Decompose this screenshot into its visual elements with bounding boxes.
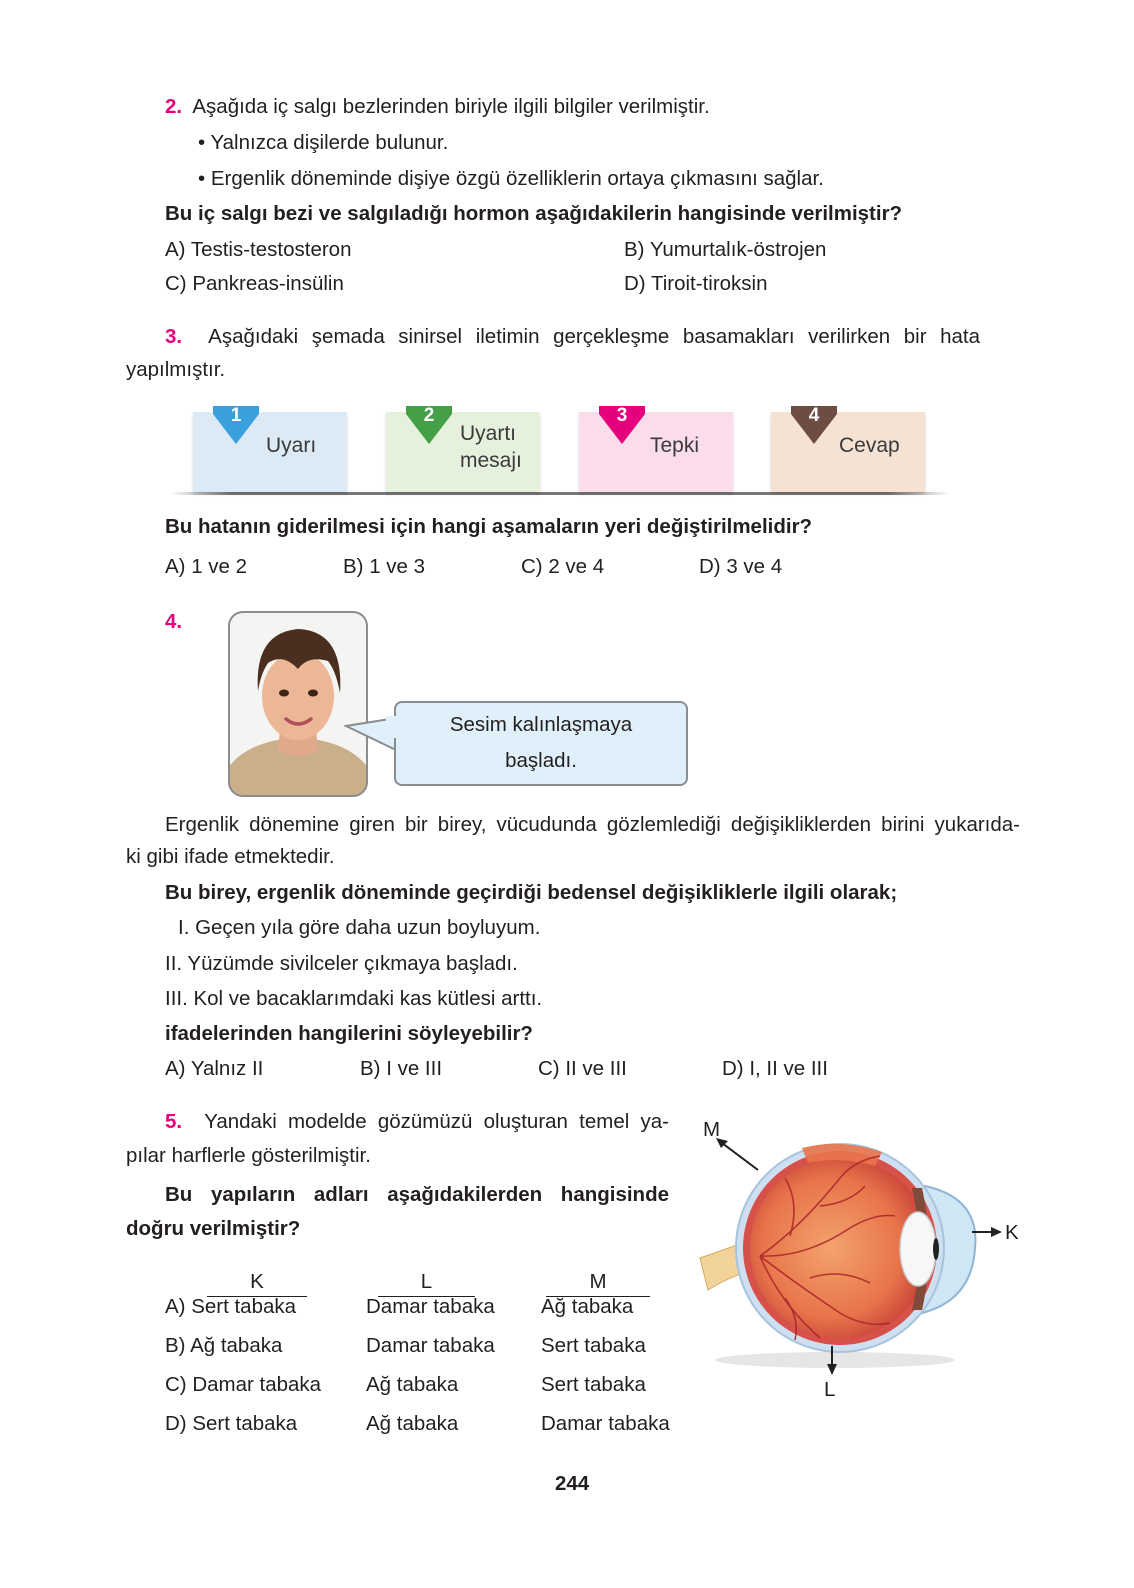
q2-number: 2.	[165, 95, 183, 118]
q5-row-c-l: Ağ tabaka	[366, 1373, 459, 1396]
q3-option-c[interactable]: C) 2 ve 4	[521, 555, 605, 578]
table-header-m: M	[546, 1270, 650, 1297]
q4-option-c[interactable]: C) II ve III	[538, 1057, 627, 1080]
step-2-label-line2: mesajı	[460, 449, 522, 472]
q4-option-d[interactable]: D) I, II ve III	[722, 1057, 828, 1080]
q5-row-b-l: Damar tabaka	[366, 1334, 495, 1357]
q4-statement-1: I. Geçen yıla göre daha uzun boyluyum.	[178, 916, 541, 939]
q5-stem-line1	[165, 1110, 669, 1134]
q2-stem-text: Aşağıda iç salgı bezlerinden biriyle ilgili bilgiler verilmiştir.	[192, 95, 710, 118]
table-header-l: L	[378, 1270, 475, 1297]
q3-option-a[interactable]: A) 1 ve 2	[165, 555, 248, 578]
q5-row-a-l: Damar tabaka	[366, 1295, 495, 1318]
step-2-label-line1: Uyartı	[460, 422, 517, 445]
bubble-line-2: başladı.	[505, 749, 577, 772]
step-box-3	[579, 405, 733, 492]
page-number: 244	[555, 1472, 590, 1495]
eye-diagram	[690, 1108, 1030, 1408]
q5-number: 5.	[165, 1110, 183, 1133]
step-4-label: Cevap	[839, 434, 900, 457]
q4-para-line2: ki gibi ifade etmektedir.	[126, 845, 335, 868]
eye-label-l: L	[824, 1378, 836, 1401]
boy-portrait-image	[228, 611, 368, 797]
eye-label-k: K	[1005, 1221, 1019, 1244]
q3-stem-line1	[165, 325, 980, 349]
q2-question: Bu iç salgı bezi ve salgıladığı hormon aşağıdakilerin hangisinde verilmiştir?	[165, 202, 903, 225]
q5-row-d-m: Damar tabaka	[541, 1412, 670, 1435]
q2-bullet-1: • Yalnızca dişilerde bulunur.	[198, 131, 449, 154]
q4-option-a[interactable]: A) Yalnız II	[165, 1057, 264, 1080]
q5-question-line1: Bu yapıların adları aşağıdakilerden hangisinde	[165, 1183, 669, 1206]
eye-label-m: M	[703, 1118, 721, 1141]
step-3-number: 3	[616, 405, 628, 426]
step-box-2	[386, 405, 540, 492]
q5-row-c-m: Sert tabaka	[541, 1373, 646, 1396]
q2-option-b[interactable]: B) Yumurtalık-östrojen	[624, 238, 827, 261]
q5-row-d-k[interactable]: D) Sert tabaka	[165, 1412, 298, 1435]
q3-stem-line2: yapılmıştır.	[126, 358, 226, 381]
step-4-number: 4	[808, 405, 820, 426]
step-2-number: 2	[423, 405, 435, 426]
q3-stem-text: Aşağıdaki şemada sinirsel iletimin gerçekleşme basamakları verilirken bir hata	[208, 325, 981, 348]
q4-number: 4.	[165, 610, 183, 633]
q5-row-c-k[interactable]: C) Damar tabaka	[165, 1373, 322, 1396]
q4-para-line1: Ergenlik dönemine giren bir birey, vücudunda gözlemlediği değişikliklerden birini yukarıda-	[165, 813, 1020, 836]
q5-row-b-k[interactable]: B) Ağ tabaka	[165, 1334, 283, 1357]
step-box-4	[771, 405, 925, 492]
q2-option-d[interactable]: D) Tiroit-tiroksin	[624, 272, 768, 295]
bubble-line-1: Sesim kalınlaşmaya	[449, 713, 633, 736]
speech-bubble	[394, 701, 688, 786]
q3-number: 3.	[165, 325, 183, 348]
q4-option-b[interactable]: B) I ve III	[360, 1057, 443, 1080]
bubble-tail-joint	[386, 716, 398, 738]
q5-row-a-m: Ağ tabaka	[541, 1295, 634, 1318]
q5-row-d-l: Ağ tabaka	[366, 1412, 459, 1435]
step-3-label: Tepki	[650, 434, 700, 457]
step-1-label: Uyarı	[266, 434, 317, 457]
q5-stem-text: Yandaki modelde gözümüzü oluşturan temel ya-	[204, 1110, 669, 1133]
q4-statement-3: III. Kol ve bacaklarımdaki kas kütlesi arttı.	[165, 987, 543, 1010]
step-1-number: 1	[230, 405, 242, 426]
q5-stem-line2: pılar harflerle gösterilmiştir.	[126, 1144, 371, 1167]
q4-statement-2: II. Yüzümde sivilceler çıkmaya başladı.	[165, 952, 518, 975]
q2-option-a[interactable]: A) Testis-testosteron	[165, 238, 352, 261]
q3-option-d[interactable]: D) 3 ve 4	[699, 555, 783, 578]
schema-baseline	[170, 492, 950, 495]
q2-bullet-2: • Ergenlik döneminde dişiye özgü özelliklerin ortaya çıkmasını sağlar.	[198, 167, 824, 190]
q4-question: Bu birey, ergenlik döneminde geçirdiği bedensel değişikliklerle ilgili olarak;	[165, 881, 898, 904]
q5-row-b-m: Sert tabaka	[541, 1334, 646, 1357]
q2-stem	[165, 95, 710, 119]
q5-row-a-k[interactable]: A) Sert tabaka	[165, 1295, 297, 1318]
q3-question: Bu hatanın giderilmesi için hangi aşamaların yeri değiştirilmelidir?	[165, 515, 813, 538]
q5-question-line2: doğru verilmiştir?	[126, 1217, 301, 1240]
table-header-k: K	[207, 1270, 307, 1297]
step-box-1	[193, 405, 347, 492]
q2-option-c[interactable]: C) Pankreas-insülin	[165, 272, 344, 295]
q4-question2: ifadelerinden hangilerini söyleyebilir?	[165, 1022, 533, 1045]
q3-option-b[interactable]: B) 1 ve 3	[343, 555, 426, 578]
